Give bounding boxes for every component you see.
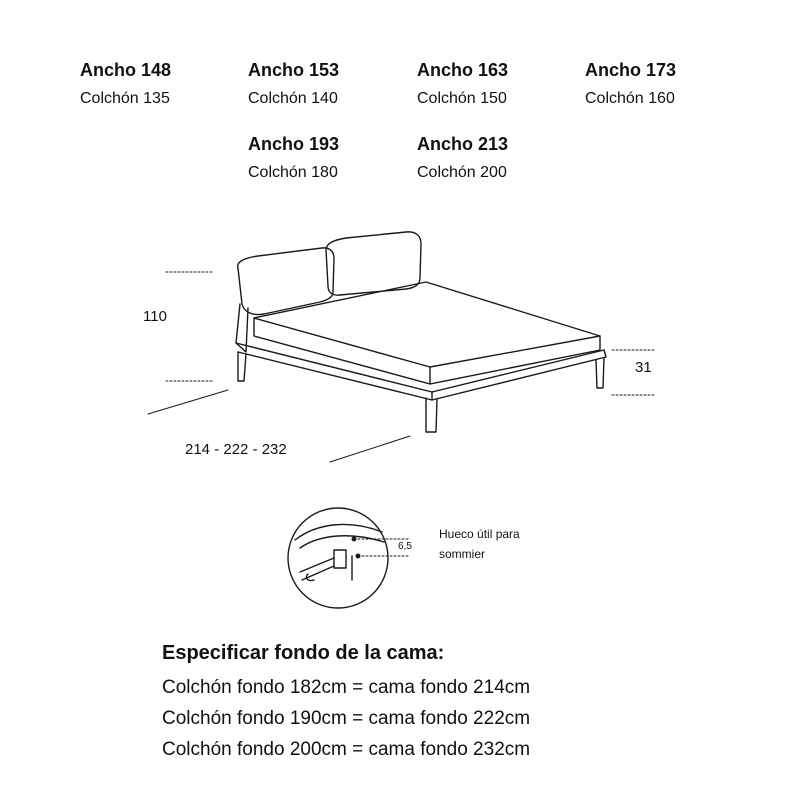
leg-height-dimension: 31 bbox=[635, 359, 652, 376]
gap-value: 6,5 bbox=[398, 541, 412, 552]
detail-label-line1: Hueco útil para bbox=[439, 527, 520, 541]
mattress-label: Colchón 150 bbox=[417, 90, 507, 107]
width-label: Ancho 163 bbox=[417, 60, 509, 80]
depth-dimension: 214 - 222 - 232 bbox=[185, 441, 287, 458]
spec-line: Colchón fondo 190cm = cama fondo 222cm bbox=[162, 708, 531, 729]
dimension-lines bbox=[166, 272, 656, 395]
depth-specification bbox=[162, 640, 530, 765]
height-dimension: 110 bbox=[143, 308, 167, 325]
width-label: Ancho 213 bbox=[417, 134, 509, 154]
mattress-label: Colchón 160 bbox=[585, 90, 675, 107]
mattress-label: Colchón 180 bbox=[248, 164, 338, 181]
detail-label-line2: sommier bbox=[439, 547, 486, 561]
spec-title: Especificar fondo de la cama: bbox=[162, 642, 445, 664]
bed-drawing bbox=[236, 232, 606, 432]
width-label: Ancho 148 bbox=[80, 60, 172, 80]
spec-line: Colchón fondo 182cm = cama fondo 214cm bbox=[162, 677, 531, 698]
detail-circle bbox=[288, 508, 410, 608]
width-label: Ancho 153 bbox=[248, 60, 340, 80]
mattress-label: Colchón 135 bbox=[80, 90, 170, 107]
width-label: Ancho 193 bbox=[248, 134, 340, 154]
spec-line: Colchón fondo 200cm = cama fondo 232cm bbox=[162, 739, 531, 760]
width-label: Ancho 173 bbox=[585, 60, 677, 80]
mattress-label: Colchón 140 bbox=[248, 90, 338, 107]
mattress-label: Colchón 200 bbox=[417, 164, 507, 181]
